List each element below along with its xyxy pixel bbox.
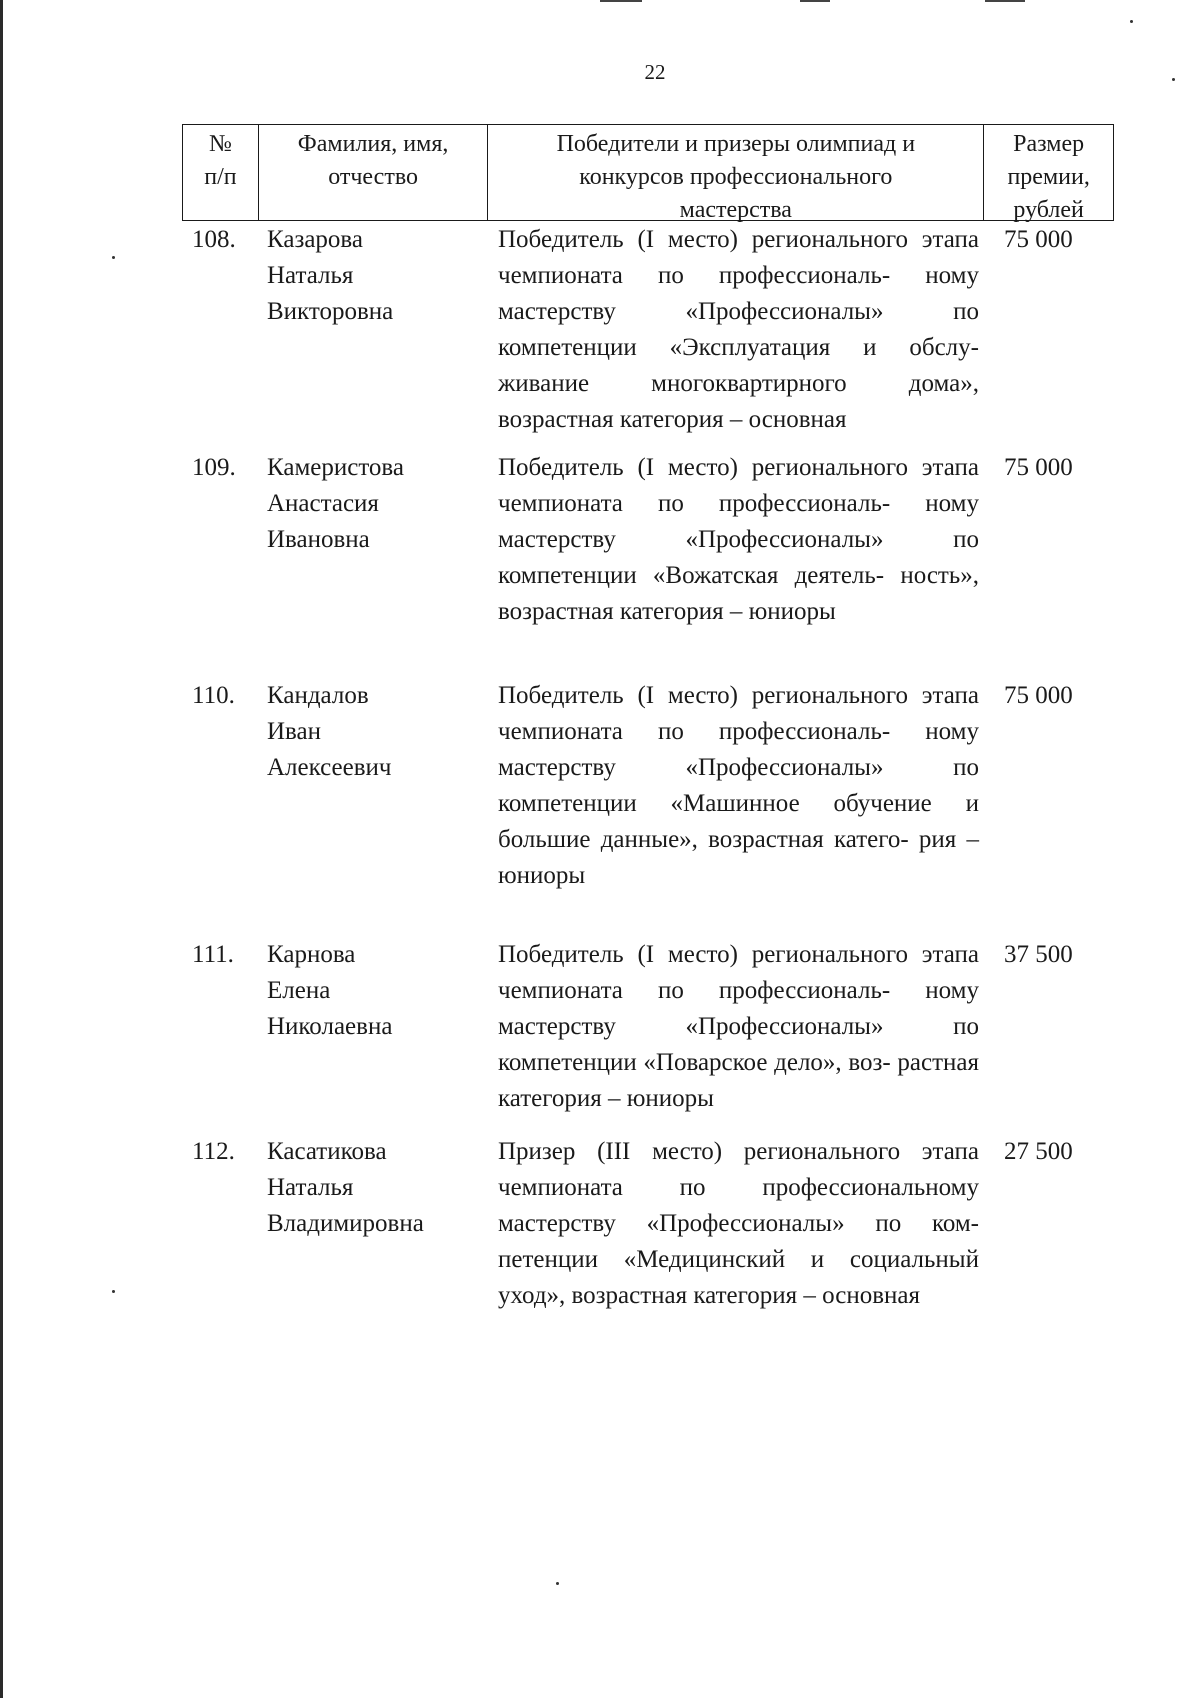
scan-speck (1130, 20, 1133, 23)
page-number: 22 (644, 60, 666, 84)
row-full-name: Камеристова Анастасия Ивановна (267, 454, 404, 553)
scan-speck (112, 256, 115, 259)
row-achievement: Победитель (I место) регионального этапа чемпионата по профессиональ- ному мастерству «Профессионалы» по компетенции «Поварское дело», воз- растная категория – юниоры (498, 941, 979, 1112)
row-achievement: Победитель (I место) регионального этапа чемпионата по профессиональ- ному мастерству «Профессионалы» по компетенции «Эксплуатация и обслу- живание многоквартирного дома», возрастная категория – основная (498, 226, 979, 433)
row-full-name: Кандалов Иван Алексеевич (267, 682, 392, 781)
awards-table (182, 124, 1114, 1309)
row-achievement: Победитель (I место) регионального этапа чемпионата по профессиональ- ному мастерству «Профессионалы» по компетенции «Машинное обучение и большие данные», возрастная катего- рия – юниоры (498, 682, 979, 889)
row-full-name: Касатикова Наталья Владимировна (267, 1138, 424, 1237)
header-description: Победители и призеры олимпиад и конкурсов профессионального мастерства (487, 125, 983, 220)
header-name: Фамилия, имя, отчество (258, 125, 488, 220)
row-number: 110. (192, 682, 235, 709)
scan-speck (556, 1582, 559, 1585)
row-number: 111. (192, 941, 234, 968)
row-amount: 27 500 (1004, 1138, 1073, 1165)
row-achievement: Призер (III место) регионального этапа чемпионата по профессиональному мастерству «Профессионалы» по ком- петенции «Медицинский и социальный уход», возрастная категория – основная (498, 1138, 979, 1309)
row-achievement: Победитель (I место) регионального этапа чемпионата по профессиональ- ному мастерству «Профессионалы» по компетенции «Вожатская деятель- ность», возрастная категория – юниоры (498, 454, 979, 625)
row-number: 108. (192, 226, 236, 253)
scan-mark (800, 0, 830, 2)
row-number: 109. (192, 454, 236, 481)
row-number: 112. (192, 1138, 235, 1165)
row-full-name: Карнова Елена Николаевна (267, 941, 393, 1040)
scan-mark (985, 0, 1025, 2)
table-header (182, 124, 1114, 221)
header-amount: Размер премии, рублей (983, 125, 1113, 220)
header-number: № п/п (204, 131, 237, 190)
row-amount: 75 000 (1004, 226, 1073, 253)
page-left-edge (0, 0, 3, 1698)
scan-speck (112, 1290, 115, 1293)
row-amount: 75 000 (1004, 454, 1073, 481)
row-amount: 37 500 (1004, 941, 1073, 968)
scan-mark (600, 0, 642, 2)
row-amount: 75 000 (1004, 682, 1073, 709)
row-full-name: Казарова Наталья Викторовна (267, 226, 394, 325)
